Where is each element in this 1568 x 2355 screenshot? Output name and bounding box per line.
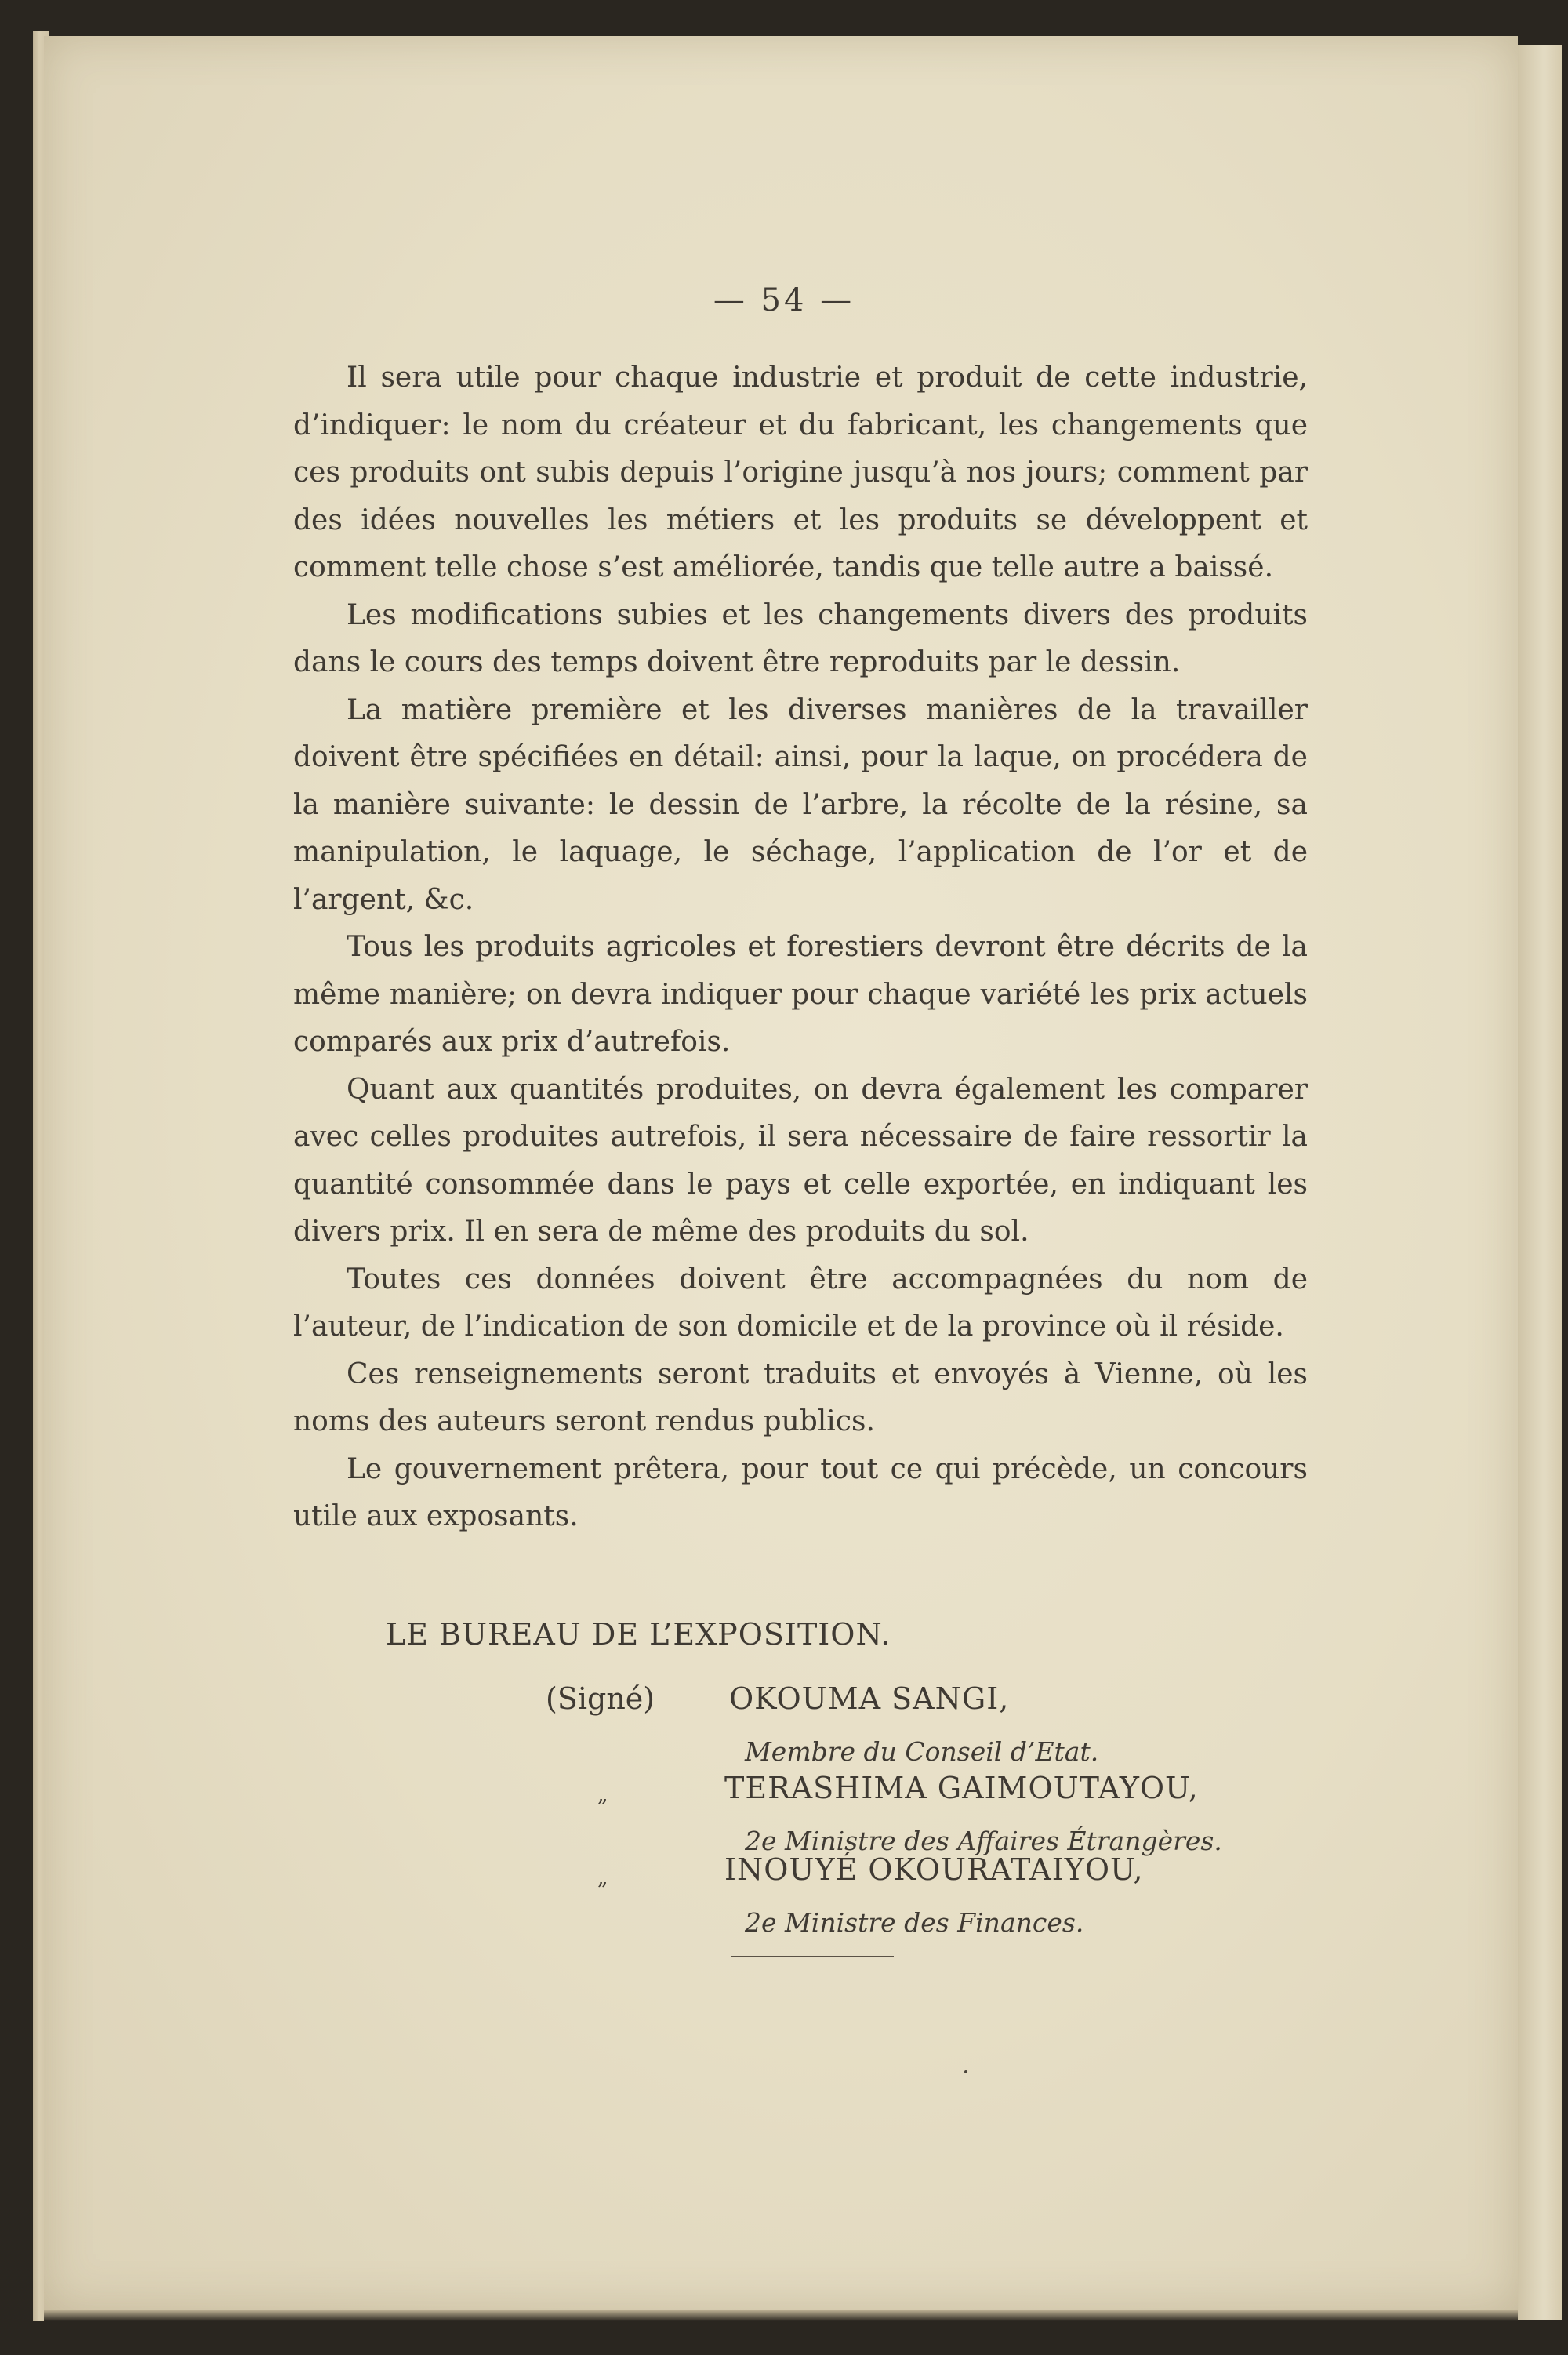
page-number: — 54 —	[713, 282, 855, 318]
signatory-name: INOUYÉ OKOURATAIYOU,	[724, 1852, 1144, 1887]
paragraph-6: Toutes ces données doivent être accompagnées du nom de l’auteur, de l’indication de son domicile et de la province où il réside.	[293, 1263, 1308, 1343]
signatory-role: Membre du Conseil d’Etat.	[745, 1736, 1099, 1767]
closing-rule	[731, 1956, 894, 1957]
paragraph-7: Ces renseignements seront traduits et envoyés à Vienne, où les noms des auteurs seront rendus publics.	[293, 1357, 1308, 1437]
ditto-mark: „	[597, 1783, 608, 1807]
bureau-heading: LE BUREAU DE L’EXPOSITION.	[386, 1617, 891, 1652]
body-text	[293, 354, 1308, 1541]
signatory-role: 2e Ministre des Affaires Étrangères.	[745, 1826, 1222, 1856]
paragraph-1: Il sera utile pour chaque industrie et produit de cette industrie, d’indiquer: le nom du créateur et du fabricant, les changements que ces produits ont subis depuis l’origine jusqu’à nos jours; comment par des idées nouvelles les métiers et les produits se développent et comment telle chose s’est améliorée, tandis que telle autre a baissé.	[293, 362, 1308, 583]
paragraph-3: La matière première et les diverses manières de la travailler doivent être spécifiées en détail: ainsi, pour la laque, on procédera de la manière suivante: le dessin de l’arbre, la récolte de la résine, sa manipulation, le laquage, le séchage, l’application de l’or et de l’argent, &c.	[293, 693, 1308, 916]
signed-label: (Signé)	[546, 1681, 655, 1716]
signatory-name: OKOUMA SANGI,	[729, 1681, 1010, 1716]
paragraph-5: Quant aux quantités produites, on devra également les comparer avec celles produites autrefois, il sera nécessaire de faire ressortir la quantité consommée dans le pays et celle exportée, en indiquant les divers prix. Il en sera de même des produits du sol.	[293, 1073, 1308, 1248]
next-page-edge	[1518, 45, 1562, 2320]
paragraph-4: Tous les produits agricoles et forestiers devront être décrits de la même manière; on devra indiquer pour chaque variété les prix actuels comparés aux prix d’autrefois.	[293, 931, 1308, 1058]
ditto-mark: „	[597, 1866, 608, 1890]
signatory-role: 2e Ministre des Finances.	[745, 1907, 1084, 1938]
paragraph-8: Le gouvernement prêtera, pour tout ce qui précède, un concours utile aux exposants.	[293, 1452, 1308, 1532]
paragraph-2: Les modifications subies et les changements divers des produits dans le cours des temps doivent être reproduits par le dessin.	[293, 598, 1308, 678]
signatory-name: TERASHIMA GAIMOUTAYOU,	[724, 1771, 1199, 1805]
page-bottom-shadow	[44, 2310, 1518, 2321]
paper-speck	[964, 2070, 967, 2073]
